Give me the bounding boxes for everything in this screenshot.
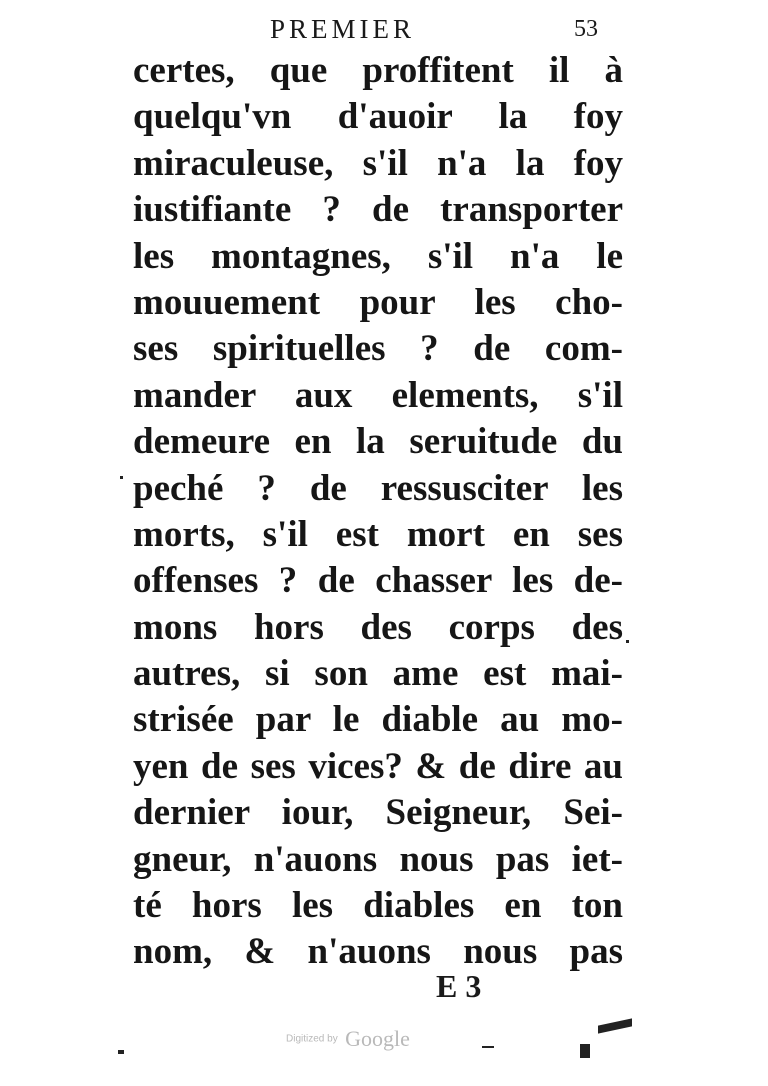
text-line: yen de ses vices? & de dire au [133,745,623,787]
scan-speck [482,1046,494,1048]
text-line: gneur, n'auons nous pas iet- [133,838,623,880]
text-line: les montagnes, s'il n'a le [133,235,623,277]
text-line: demeure en la seruitude du [133,421,623,463]
running-head: PREMIER [270,14,416,44]
text-line: ses spirituelles ? de com- [133,328,623,370]
scan-speck [118,1050,124,1054]
text-line: morts, s'il est mort en ses [133,513,623,555]
text-line: dernier iour, Seigneur, Sei- [133,792,623,834]
watermark-brand: Google [345,1026,410,1051]
text-line: iustifiante ? de transporter [133,189,623,231]
text-line: nom, & n'auons nous pas [133,931,623,973]
text-line: quelqu'vn d'auoir la foy [133,96,623,138]
text-line: autres, si son ame est mai- [133,653,623,695]
signature-mark: E 3 [436,968,482,1004]
text-line: certes, que proffitent il à [133,50,623,91]
digitization-watermark [286,1026,410,1052]
text-line: miraculeuse, s'il n'a la foy [133,142,623,184]
scan-speck [120,476,123,479]
page-number: 53 [574,16,598,42]
text-line: mons hors des corps des [133,606,623,648]
text-line: offenses ? de chasser les de- [133,560,623,602]
body-text [133,48,623,976]
scan-speck [598,1018,632,1033]
text-line: mander aux elements, s'il [133,374,623,416]
text-line: mouuement pour les cho- [133,281,623,323]
text-line: peché ? de ressusciter les [133,467,623,509]
text-line: strisée par le diable au mo- [133,699,623,741]
scan-speck [626,640,629,643]
text-line: té hors les diables en ton [133,885,623,927]
scan-speck [580,1044,590,1058]
watermark-prefix: Digitized by [286,1033,338,1045]
